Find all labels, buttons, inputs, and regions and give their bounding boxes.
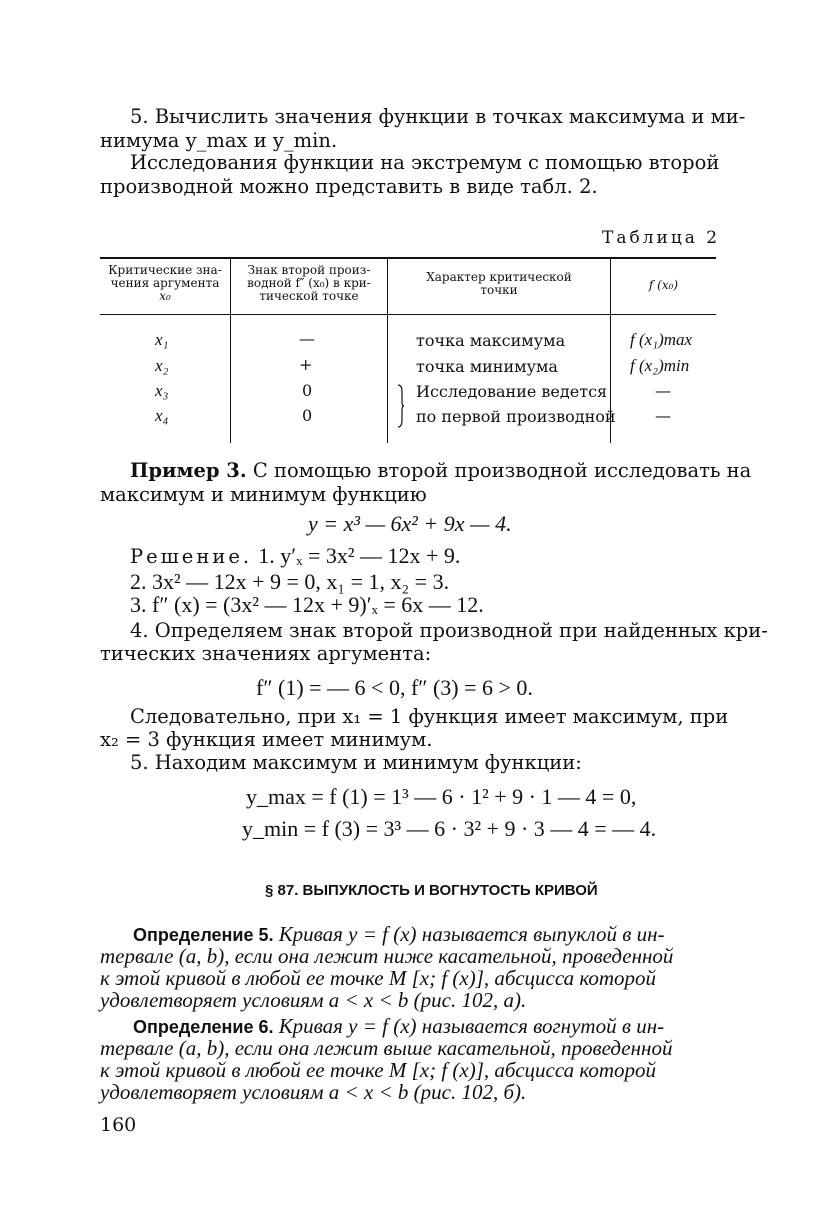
header-arg-line-3: x₀ — [159, 289, 171, 303]
solution-line-1 — [130, 545, 460, 568]
header-sign-line-1: Знак второй произ- — [247, 263, 371, 277]
header-sign-line-2: водной f″ (x₀) в кри- — [247, 276, 371, 290]
table-row-3-value: — — [655, 381, 671, 400]
table-row-2-character: точка минимума — [416, 357, 558, 376]
table-header-argument — [100, 264, 230, 303]
solution-step-3: 3. f″ (x) = (3x² — 12x + 9)′ₓ = 6x — 12. — [130, 592, 484, 617]
table-top-rule — [100, 257, 716, 259]
def6-line-3: к этой кривой в любой ее точке M [x; f (x)], абсцисса которой — [100, 1058, 657, 1082]
header-char-line-1: Характер критической — [426, 270, 572, 284]
intro-line-4: производной можно представить в виде табл. 2. — [100, 175, 598, 198]
header-arg-line-1: Критические зна- — [108, 263, 222, 277]
table-header-rule — [100, 314, 716, 315]
header-arg-line-2: чения аргумента — [110, 276, 220, 290]
example-equation: y = x³ — 6x² + 9x — 4. — [308, 511, 512, 536]
solution-step-4b: тических значениях аргумента: — [100, 642, 432, 665]
table-row-3-arg: x₃ — [155, 381, 169, 400]
table-row-4-value: — — [655, 406, 671, 425]
header-sign-line-3: тической точке — [259, 289, 359, 303]
table-row-3-sign: 0 — [302, 381, 313, 400]
solution-step-4a: 4. Определяем знак второй производной при найденных кри- — [130, 619, 768, 642]
def6-text-1: Кривая y = f (x) называется вогнутой в ин- — [278, 1014, 665, 1038]
def6-line-4: удовлетворяет условиям a < x < b (рис. 102, б). — [100, 1080, 527, 1104]
ymin-equation: y_min = f (3) = 3³ — 6 · 3² + 9 · 3 — 4 = — 4. — [242, 816, 657, 841]
table-row-4-character: по первой производной — [416, 407, 616, 426]
table-caption: Таблица 2 — [602, 228, 721, 248]
solution-step-1: 1. y′ₓ = 3x² — 12x + 9. — [258, 543, 461, 568]
table-row-1-value: f (x₁)max — [630, 330, 693, 349]
intro-line-3: Исследования функции на экстремум с помощью второй — [130, 151, 720, 174]
def6-label: Определение 6. — [133, 1017, 274, 1037]
header-value-line-1: f (x₀) — [648, 278, 679, 292]
table-row-2-arg: x₂ — [155, 356, 169, 375]
def5-line-2: тервале (a, b), если она лежит ниже касательной, проведенной — [100, 944, 674, 968]
def5-text-1: Кривая y = f (x) называется выпуклой в ин- — [278, 922, 665, 946]
def5-line-3: к этой кривой в любой ее точке M [x; f (x)], абсцисса которой — [100, 966, 657, 990]
solution-step-2: 2. 3x² — 12x + 9 = 0, x₁ = 1, x₂ = 3. — [130, 569, 450, 594]
table-row-4-sign: 0 — [302, 406, 313, 425]
brace-icon — [396, 384, 406, 428]
example-line-1 — [130, 460, 751, 482]
solution-step-5: 5. Находим максимум и минимум функции: — [130, 751, 582, 774]
table-header-value — [611, 279, 716, 292]
conclusion-line-2: x₂ = 3 функция имеет минимум. — [100, 728, 433, 751]
def5-line-4: удовлетворяет условиям a < x < b (рис. 102, а). — [100, 988, 527, 1012]
intro-line-2: нимума y_max и y_min. — [100, 129, 338, 152]
table-row-1-arg: x₁ — [155, 330, 169, 349]
page-number: 160 — [100, 1114, 137, 1136]
example-label: Пример 3. — [130, 459, 247, 482]
solution-label: Решение. — [130, 545, 253, 568]
header-char-line-2: точки — [480, 283, 518, 297]
def6-line-2: тервале (a, b), если она лежит выше касательной, проведенной — [100, 1036, 673, 1060]
section-title: § 87. ВЫПУКЛОСТЬ И ВОГНУТОСТЬ КРИВОЙ — [265, 882, 598, 899]
table-header-character — [388, 271, 610, 297]
def5-label: Определение 5. — [133, 925, 274, 945]
table-row-3-character: Исследование ведется — [416, 382, 608, 401]
conclusion-line-1: Следовательно, при x₁ = 1 функция имеет максимум, при — [130, 705, 729, 728]
example-line-2: максимум и минимум функцию — [100, 483, 427, 506]
table-row-4-arg: x₄ — [155, 406, 169, 425]
ymax-equation: y_max = f (1) = 1³ — 6 · 1² + 9 · 1 — 4 = 0, — [246, 784, 637, 809]
table-header-sign — [231, 264, 387, 303]
intro-line-1: 5. Вычислить значения функции в точках максимума и ми- — [130, 105, 746, 128]
table-row-1-character: точка максимума — [416, 331, 566, 350]
table-row-2-value: f (x₂)min — [630, 356, 690, 375]
table-row-2-sign: + — [299, 355, 313, 374]
table-row-1-sign: — — [299, 329, 315, 348]
example-text-1: С помощью второй производной исследовать на — [252, 459, 752, 482]
second-derivative-values: f″ (1) = — 6 < 0, f″ (3) = 6 > 0. — [256, 675, 533, 700]
